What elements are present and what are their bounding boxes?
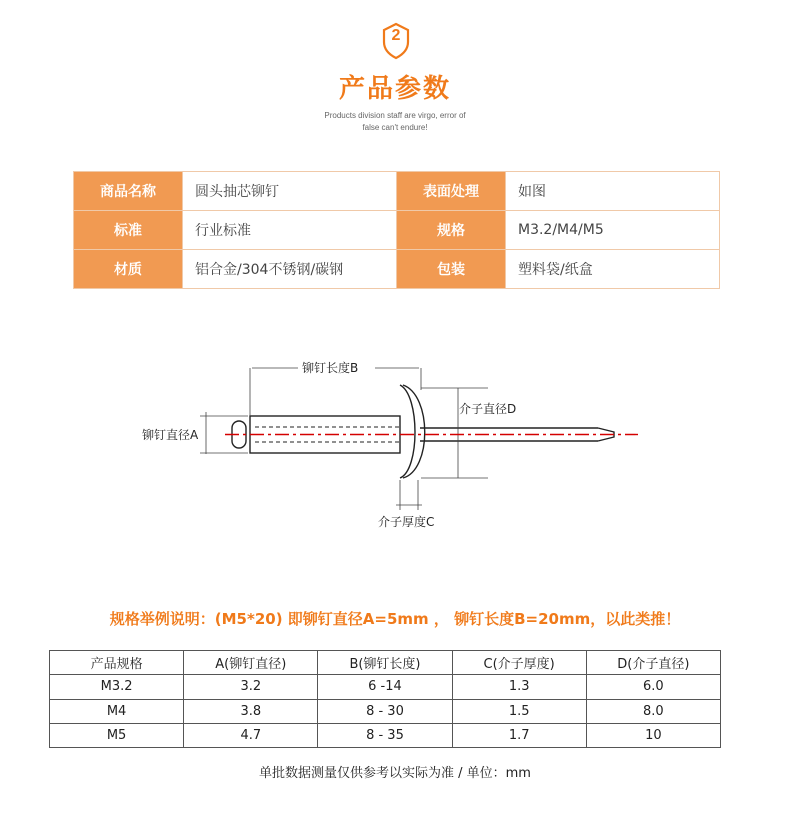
label-rivet-diameter: 铆钉直径A (142, 428, 199, 442)
spec-cell: 6 -14 (318, 675, 452, 699)
spec-cell: 1.5 (452, 699, 586, 723)
spec-cell: 10 (586, 723, 720, 747)
param-value: M3.2/M4/M5 (506, 211, 720, 250)
spec-cell: 6.0 (586, 675, 720, 699)
badge-number: 2 (391, 27, 401, 44)
param-key: 表面处理 (397, 172, 506, 211)
params-row (74, 211, 720, 250)
param-value: 铝合金/304不锈钢/碳钢 (183, 250, 397, 289)
spec-header: 产品规格 (50, 651, 184, 675)
measurement-note: 单批数据测量仅供参考以实际为准 / 单位：mm (259, 766, 531, 781)
product-params-table (73, 171, 720, 289)
spec-example-text: 规格举例说明：(M5*20) 即铆钉直径A=5mm ， 铆钉长度B=20mm，以此类推！ (109, 610, 681, 628)
spec-cell: M5 (50, 723, 184, 747)
spec-header: C(介子厚度) (452, 651, 586, 675)
param-key: 商品名称 (74, 172, 183, 211)
label-rivet-length: 铆钉长度B (302, 361, 359, 375)
spec-cell: 3.8 (184, 699, 318, 723)
table-row (50, 723, 721, 747)
spec-cell: 1.7 (452, 723, 586, 747)
page-subtitle (295, 110, 495, 134)
spec-header: B(铆钉长度) (318, 651, 452, 675)
spec-cell: 8 - 30 (318, 699, 452, 723)
spec-cell: M4 (50, 699, 184, 723)
param-value: 如图 (506, 172, 720, 211)
label-washer-thickness: 介子厚度C (378, 515, 435, 529)
table-row (50, 675, 721, 699)
param-key: 规格 (397, 211, 506, 250)
spec-header: D(介子直径) (586, 651, 720, 675)
spec-header-row (50, 651, 721, 675)
spec-cell: 1.3 (452, 675, 586, 699)
params-row (74, 250, 720, 289)
param-key: 材质 (74, 250, 183, 289)
param-value: 行业标准 (183, 211, 397, 250)
subtitle-line-1: Products division staff are virgo, error of (324, 111, 466, 120)
spec-cell: M3.2 (50, 675, 184, 699)
dimension-lines (200, 368, 488, 510)
rivet-diagram (0, 340, 790, 540)
param-key: 包装 (397, 250, 506, 289)
spec-cell: 3.2 (184, 675, 318, 699)
params-row (74, 172, 720, 211)
label-mandrel-diameter: 介子直径D (459, 402, 517, 416)
subtitle-line-2: false can't endure! (362, 123, 428, 132)
table-row (50, 699, 721, 723)
spec-cell: 4.7 (184, 723, 318, 747)
page-title: 产品参数 (338, 74, 451, 104)
param-key: 标准 (74, 211, 183, 250)
spec-table (49, 650, 721, 748)
param-value: 圆头抽芯铆钉 (183, 172, 397, 211)
rivet-drawing (232, 385, 614, 478)
spec-header: A(铆钉直径) (184, 651, 318, 675)
spec-cell: 8 - 35 (318, 723, 452, 747)
spec-cell: 8.0 (586, 699, 720, 723)
param-value: 塑料袋/纸盒 (506, 250, 720, 289)
